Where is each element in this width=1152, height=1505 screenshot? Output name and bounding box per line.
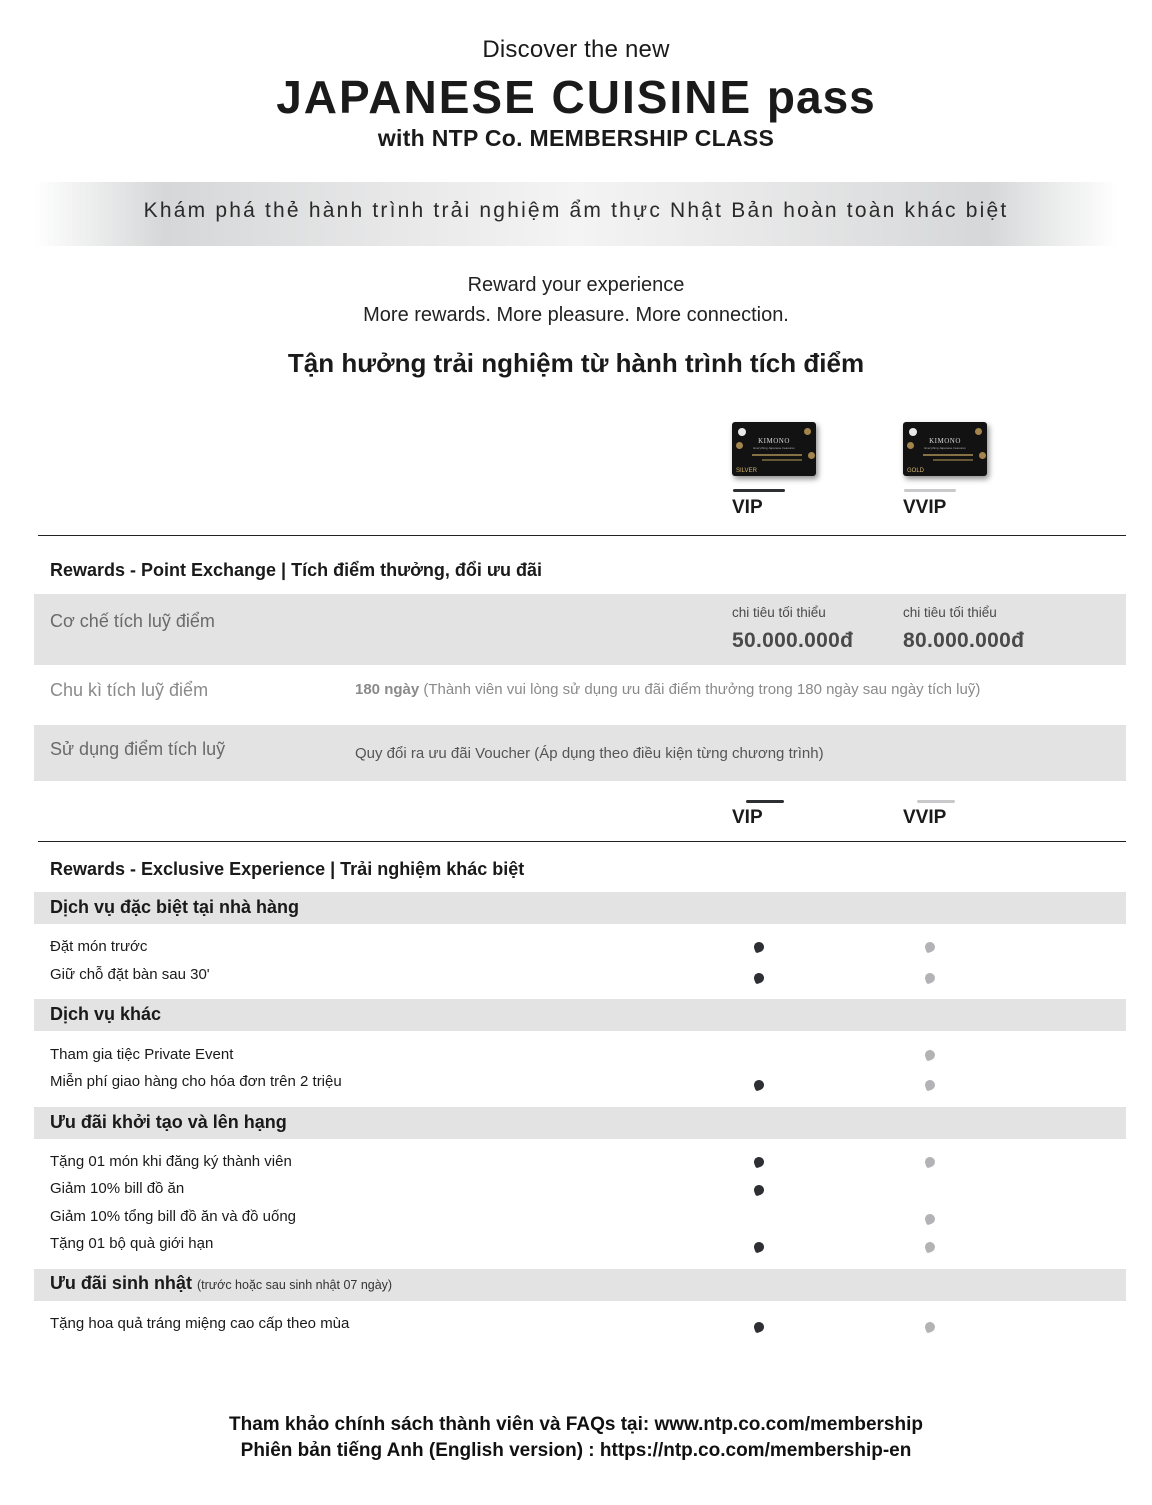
intro-line-1: Reward your experience [467, 274, 685, 296]
vip-tier-heading: VIP [732, 807, 763, 828]
vvip-check-icon [924, 1156, 937, 1169]
vvip-check-icon [924, 1213, 937, 1226]
card-tagline: Everything Japanese treasures [924, 446, 966, 450]
blossom-icon [808, 452, 815, 459]
footer-line-2-text: Phiên bản tiếng Anh (English version) : [240, 1440, 600, 1461]
group-title: Dịch vụ khác [50, 1004, 162, 1024]
card-logo-icon [909, 428, 917, 436]
vvip-card-image [903, 422, 987, 476]
group-title [50, 1273, 392, 1294]
vip-check-icon [753, 1156, 766, 1169]
benefit-label: Giảm 10% bill đồ ăn [50, 1180, 185, 1197]
footer-line-1 [0, 1414, 1152, 1436]
vip-check-icon [753, 972, 766, 985]
benefit-label: Đặt món trước [50, 938, 148, 955]
vip-card-image [732, 422, 816, 476]
card-tier: GOLD [907, 468, 925, 474]
group-title: Ưu đãi khởi tạo và lên hạng [50, 1112, 287, 1132]
vip-check-icon [753, 941, 766, 954]
divider [38, 841, 1126, 842]
benefit-label: Miễn phí giao hàng cho hóa đơn trên 2 triệu [50, 1073, 342, 1090]
vvip-check-icon [924, 1079, 937, 1092]
vvip-tier-bar [917, 800, 955, 803]
cycle-note: (Thành viên vui lòng sử dụng ưu đãi điểm thưởng trong 180 ngày sau ngày tích luỹ) [423, 681, 981, 698]
card-tagline: Everything Japanese treasures [753, 446, 795, 450]
footer-line-2 [0, 1440, 1152, 1462]
points-section-title: Rewards - Point Exchange | Tích điểm thưởng, đổi ưu đãi [50, 560, 542, 580]
benefit-label: Tham gia tiệc Private Event [50, 1046, 234, 1063]
card-brand: KIMONO [929, 437, 961, 445]
hero-title-tail: pass [766, 71, 876, 123]
cycle-description [355, 681, 980, 698]
vip-min-spend-value: 50.000.000đ [732, 629, 854, 652]
card-brand: KIMONO [758, 437, 790, 445]
benefit-label: Giữ chỗ đặt bàn sau 30' [50, 966, 210, 983]
hero-title [0, 70, 1152, 124]
use-points-label: Sử dụng điểm tích luỹ [50, 739, 226, 759]
vip-min-spend-label: chi tiêu tối thiểu [732, 605, 826, 620]
vvip-min-spend-label: chi tiêu tối thiểu [903, 605, 997, 620]
vvip-check-icon [924, 941, 937, 954]
cycle-value: 180 ngày [355, 681, 420, 698]
membership-en-link[interactable]: https://ntp.co.com/membership-en [599, 1440, 912, 1461]
use-points-value: Quy đổi ra ưu đãi Voucher (Áp dụng theo điều kiện từng chương trình) [355, 745, 824, 762]
card-tier: SILVER [736, 468, 757, 474]
vvip-check-icon [924, 1241, 937, 1254]
blossom-icon [975, 428, 982, 435]
vvip-check-icon [924, 972, 937, 985]
vip-check-icon [753, 1321, 766, 1334]
vip-check-icon [753, 1079, 766, 1092]
card-number-line [933, 459, 973, 461]
membership-link[interactable]: www.ntp.co.com/membership [654, 1414, 923, 1435]
benefit-label: Giảm 10% tổng bill đồ ăn và đồ uống [50, 1208, 296, 1225]
vvip-tier-heading: VVIP [903, 497, 947, 518]
blossom-icon [979, 452, 986, 459]
vip-tier-heading: VIP [732, 497, 763, 518]
intro-heading: Tận hưởng trải nghiệm từ hành trình tích điểm [287, 348, 865, 378]
experience-section-title: Rewards - Exclusive Experience | Trải nghiệm khác biệt [50, 859, 525, 879]
card-holder-line [923, 454, 973, 456]
hero-subtitle: with NTP Co. MEMBERSHIP CLASS [377, 125, 775, 151]
hero-kicker: Discover the new [482, 36, 670, 63]
card-logo-icon [738, 428, 746, 436]
group-title-text: Ưu đãi sinh nhật [50, 1273, 192, 1293]
vvip-check-icon [924, 1321, 937, 1334]
vvip-tier-bar [904, 489, 956, 492]
card-holder-line [752, 454, 802, 456]
benefit-label: Tặng 01 bộ quà giới hạn [50, 1235, 214, 1252]
intro-line-2: More rewards. More pleasure. More connection. [363, 304, 789, 326]
vip-check-icon [753, 1241, 766, 1254]
blossom-icon [804, 428, 811, 435]
divider [38, 535, 1126, 536]
vip-tier-bar [733, 489, 785, 492]
card-number-line [762, 459, 802, 461]
group-title: Dịch vụ đặc biệt tại nhà hàng [50, 897, 300, 917]
vvip-check-icon [924, 1049, 937, 1062]
mechanism-label: Cơ chế tích luỹ điểm [50, 611, 215, 631]
group-title-note: (trước hoặc sau sinh nhật 07 ngày) [196, 1278, 393, 1292]
vip-tier-bar [746, 800, 784, 803]
tagline-text: Khám phá thẻ hành trình trải nghiệm ẩm thực Nhật Bản hoàn toàn khác biệt [143, 199, 1009, 222]
vvip-tier-heading: VVIP [903, 807, 947, 828]
vvip-min-spend-value: 80.000.000đ [903, 629, 1025, 652]
cycle-label: Chu kì tích luỹ điểm [50, 680, 209, 700]
benefit-label: Tặng 01 món khi đăng ký thành viên [50, 1153, 292, 1170]
hero-title-main: JAPANESE CUISINE [276, 71, 753, 123]
benefit-label: Tặng hoa quả tráng miệng cao cấp theo mùa [50, 1315, 350, 1332]
footer-line-1-text: Tham khảo chính sách thành viên và FAQs tại: [228, 1414, 655, 1435]
vip-check-icon [753, 1184, 766, 1197]
group-header [34, 999, 1126, 1031]
